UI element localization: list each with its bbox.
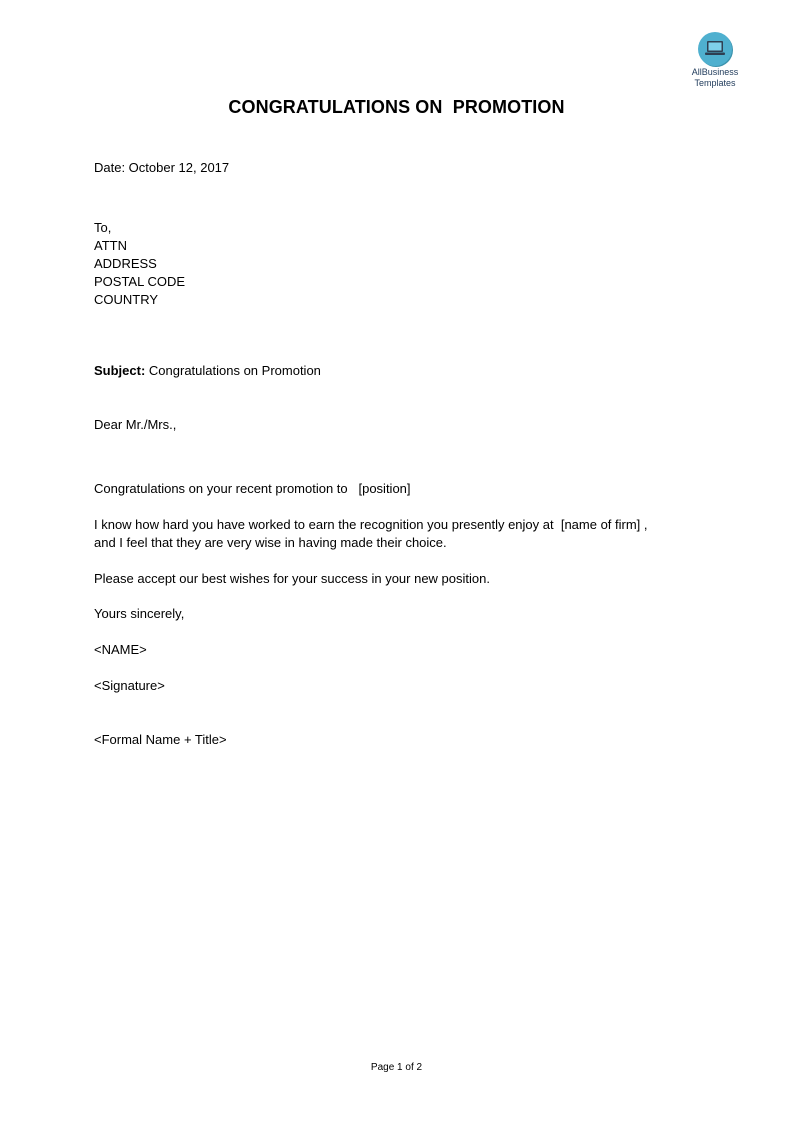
closing-signature: <Signature> [94, 678, 165, 693]
laptop-icon [698, 32, 732, 66]
subject-line [94, 362, 321, 380]
company-logo [684, 32, 746, 88]
closing-sincerely: Yours sincerely, [94, 606, 185, 621]
body-paragraph-2-line-2: and I feel that they are very wise in having made their choice. [94, 535, 447, 550]
salutation: Dear Mr./Mrs., [94, 417, 177, 432]
page-number-footer: Page 1 of 2 [370, 1062, 423, 1073]
body-paragraph-2-line-1: I know how hard you have worked to earn the recognition you presently enjoy at [name of firm] , [94, 517, 648, 532]
address-to: To, [94, 220, 112, 235]
logo-text-line2: Templates [694, 78, 736, 88]
address-postal: POSTAL CODE [94, 274, 186, 289]
closing-formal-name: <Formal Name + Title> [94, 732, 227, 747]
address-country: COUNTRY [94, 292, 159, 307]
page-title: CONGRATULATIONS ON PROMOTION [228, 97, 565, 117]
date-line: Date: October 12, 2017 [94, 160, 230, 175]
logo-text-line1: AllBusiness [691, 67, 739, 77]
address-attn: ATTN [94, 238, 127, 253]
body-paragraph-1: Congratulations on your recent promotion to [position] [94, 481, 411, 496]
body-paragraph-3: Please accept our best wishes for your success in your new position. [94, 571, 490, 586]
address-street: ADDRESS [94, 256, 157, 271]
subject-text: Congratulations on Promotion [145, 363, 321, 378]
closing-name: <NAME> [94, 642, 147, 657]
subject-label: Subject: [94, 363, 146, 378]
